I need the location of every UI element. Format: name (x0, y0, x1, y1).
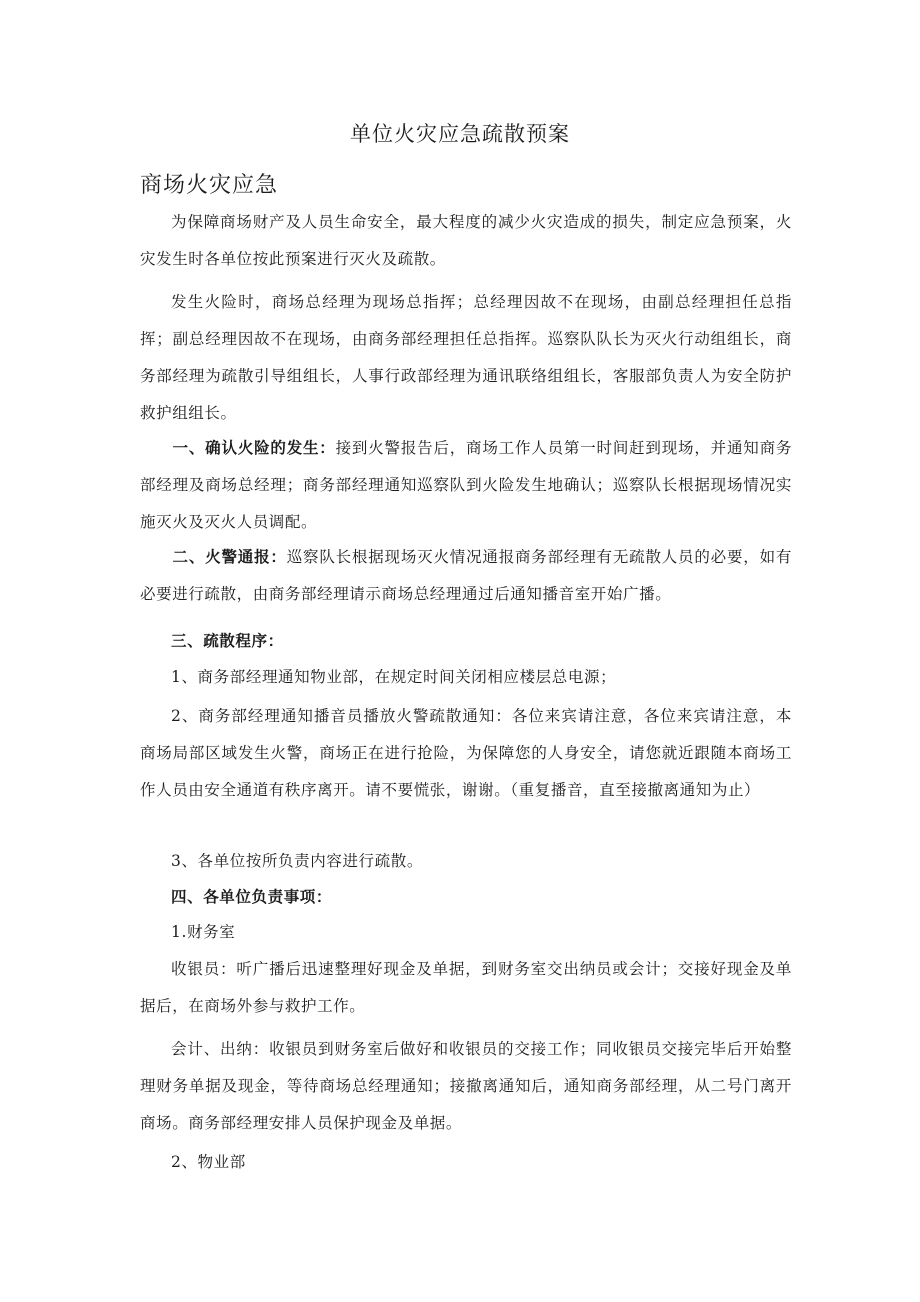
step3-heading: 三、疏散程序： (171, 631, 284, 650)
step1-label: 一、确认火险的发生： (172, 438, 336, 457)
step2-paragraph (140, 538, 792, 613)
step3-item-2: 2、商务部经理通知播音员播放火警疏散通知：各位来宾请注意，各位来宾请注意，本商场局部区域发生火警，商场正在进行抢险，为保障您的人身安全，请您就近跟随本商场工作人员由安全通道有秩序离开。请不要慌张，谢谢。（重复播音，直至接撤离通知为止） (140, 707, 792, 799)
step1-text: 接到火警报告后，商场工作人员第一时间赶到现场，并通知商务部经理及商场总经理；商务部经理通知巡察队到火险发生地确认；巡察队长根据现场情况实施灭火及灭火人员调配。 (140, 439, 792, 531)
step3-item-1: 1、商务部经理通知物业部，在规定时间关闭相应楼层总电源； (171, 668, 617, 686)
step2-label: 二、火警通报： (172, 547, 287, 566)
command-paragraph: 发生火险时，商场总经理为现场总指挥；总经理因故不在现场，由副总经理担任总指挥；副总经理因故不在现场，由商务部经理担任总指挥。巡察队队长为灭火行动组组长，商务部经理为疏散引导组组长，人事行政部经理为通讯联络组组长，客服部负责人为安全防护救护组组长。 (140, 293, 792, 422)
step2-text: 巡察队长根据现场灭火情况通报商务部经理有无疏散人员的必要，如有必要进行疏散，由商务部经理请示商场总经理通过后通知播音室开始广播。 (140, 548, 793, 603)
unit2-title: 2、物业部 (171, 1153, 246, 1171)
unit1-accounting-paragraph: 会计、出纳：收银员到财务室后做好和收银员的交接工作；同收银员交接完毕后开始整理财务单据及现金，等待商场总经理通知；接撤离通知后，通知商务部经理，从二号门离开商场。商务部经理安排人员保护现金及单据。 (140, 1040, 792, 1132)
unit1-cashier-paragraph: 收银员：听广播后迅速整理好现金及单据，到财务室交出纳员或会计；交接好现金及单据后，在商场外参与救护工作。 (140, 960, 792, 1015)
step3-item-3: 3、各单位按所负责内容进行疏散。 (171, 852, 423, 870)
step1-paragraph (140, 429, 792, 541)
section-heading: 商场火灾应急 (140, 173, 279, 198)
step4-heading: 四、各单位负责事项： (171, 887, 333, 906)
document-title: 单位火灾应急疏散预案 (350, 122, 570, 146)
unit1-title: 1.财务室 (171, 923, 236, 941)
intro-paragraph: 为保障商场财产及人员生命安全，最大程度的减少火灾造成的损失，制定应急预案，火灾发生时各单位按此预案进行灭火及疏散。 (140, 213, 792, 268)
